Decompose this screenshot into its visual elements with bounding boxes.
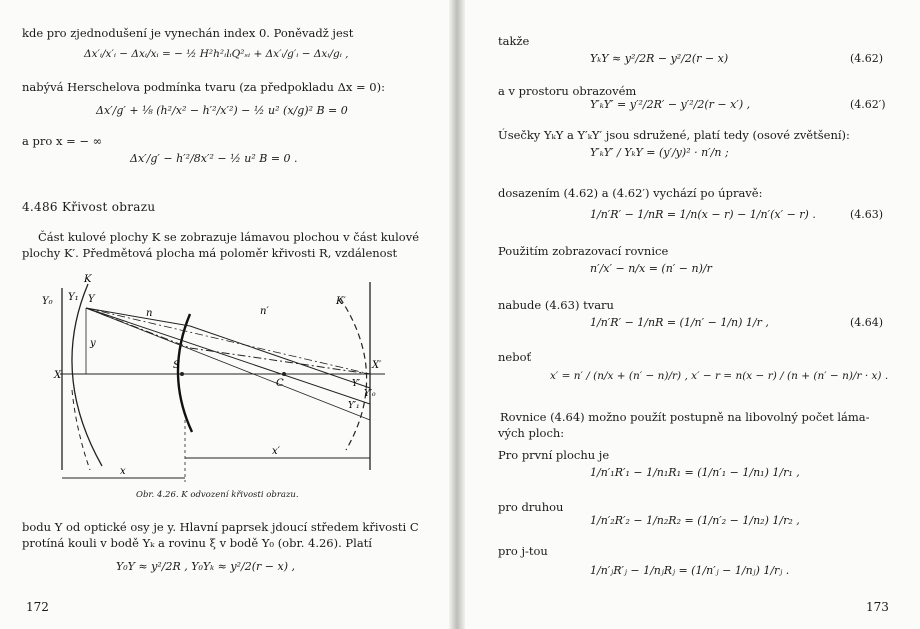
equation: 1/n′₂R′₂ − 1/n₂R₂ = (1/n′₂ − 1/n₂) 1/r₂ , — [590, 514, 800, 527]
text-line: Část kulové plochy K se zobrazuje lámavou plochou v část kulové — [38, 230, 420, 244]
text-line: Použitím zobrazovací rovnice — [498, 244, 669, 258]
equation-number: (4.62) — [850, 52, 884, 65]
label-X-prime: X′ — [372, 360, 382, 371]
text-line: pro j-tou — [498, 544, 548, 558]
text-line: plochy K′. Předmětová plocha má poloměr křivosti R, vzdálenost — [22, 246, 398, 260]
label-n: n — [146, 308, 153, 319]
text-line: takže — [498, 34, 530, 48]
text-line: dosazením (4.62) a (4.62′) vychází po úpravě: — [498, 186, 763, 200]
equation: n′/x′ − n/x = (n′ − n)/r — [590, 262, 712, 275]
label-Y: Y — [88, 294, 95, 305]
text-line: Pro první plochu je — [498, 448, 610, 462]
text-line: Rovnice (4.64) možno použít postupně na libovolný počet láma- — [500, 410, 870, 424]
equation: Δx′ᵢ/x′ᵢ − Δxᵢ/xᵢ = − ½ H²h²ᵢlᵢQ²ₛᵢ + Δx′ᵢ/g′ᵢ − Δxᵢ/gᵢ , — [84, 48, 349, 60]
text-line: bodu Y od optické osy je y. Hlavní paprsek jdoucí středem křivosti C — [22, 520, 419, 534]
figure-caption: Obr. 4.26. K odvození křivosti obrazu. — [136, 490, 299, 500]
label-x-prime: x′ — [272, 446, 280, 457]
text-line: kde pro zjednodušení je vynechán index 0. Poněvadž jest — [22, 26, 354, 40]
text-line: Úsečky YₖY a Y′ₖY′ jsou sdružené, platí tedy (osové zvětšení): — [498, 128, 850, 142]
label-Y1: Y₁ — [68, 292, 79, 303]
equation: Y₀Y ≈ y²/2R , Y₀Yₖ ≈ y²/2(r − x) , — [116, 560, 295, 573]
page-number: 172 — [26, 600, 49, 614]
equation: YₖY ≈ y²/2R − y²/2(r − x) — [590, 52, 729, 65]
text-line: nabývá Herschelova podmínka tvaru (za předpokladu Δx = 0): — [22, 80, 385, 94]
label-K-prime: K′ — [336, 296, 346, 307]
equation: 1/n′R′ − 1/nR = (1/n′ − 1/n) 1/r , — [590, 316, 769, 329]
text-line: a pro x = − ∞ — [22, 134, 103, 148]
section-heading: 4.486 Křivost obrazu — [22, 200, 156, 214]
equation: Y′ₖY′ / YₖY = (y′/y)² · n′/n ; — [590, 146, 729, 159]
label-C: C — [276, 378, 284, 389]
label-S: S — [173, 360, 180, 371]
equation-number: (4.63) — [850, 208, 884, 221]
label-x: x — [120, 466, 126, 477]
label-Y0-prime: Y′₀ — [364, 389, 376, 399]
equation-number: (4.64) — [850, 316, 884, 329]
equation: Δx′/g′ + ⅛ (h²/x² − h′²/x′²) − ½ u² (x/g)² B = 0 — [96, 104, 348, 117]
equation: Δx′/g′ − h′²/8x′² − ½ u² B = 0 . — [130, 152, 298, 165]
text-line: protíná kouli v bodě Yₖ a rovinu ξ v bodě Y₀ (obr. 4.26). Platí — [22, 536, 372, 550]
page-number: 173 — [866, 600, 889, 614]
label-Y0: Y₀ — [42, 296, 53, 307]
equation: 1/n′₁R′₁ − 1/n₁R₁ = (1/n′₁ − 1/n₁) 1/r₁ , — [590, 466, 800, 479]
figure-4-26 — [40, 270, 400, 490]
right-page — [462, 0, 920, 629]
label-K: K — [84, 274, 92, 285]
equation: 1/n′ⱼR′ⱼ − 1/nⱼRⱼ = (1/n′ⱼ − 1/nⱼ) 1/rⱼ . — [590, 564, 790, 577]
label-y: y — [90, 338, 96, 349]
text-line: neboť — [498, 350, 532, 364]
text-line: vých ploch: — [498, 426, 565, 440]
text-line: nabude (4.63) tvaru — [498, 298, 614, 312]
label-Y-prime: Y′ — [352, 379, 360, 389]
equation: x′ = n′ / (n/x + (n′ − n)/r) , x′ − r = n(x − r) / (n + (n′ − n)/r · x) . — [550, 370, 889, 382]
equation-number: (4.62′) — [850, 98, 886, 111]
left-page — [0, 0, 452, 629]
label-Y1-prime: Y′₁ — [348, 401, 360, 411]
text-line: pro druhou — [498, 500, 564, 514]
label-n-prime: n′ — [260, 306, 269, 317]
equation: 1/n′R′ − 1/nR = 1/n(x − r) − 1/n′(x′ − r) . — [590, 208, 816, 221]
label-X: X — [54, 370, 62, 381]
text-line: a v prostoru obrazovém — [498, 84, 637, 98]
equation: Y′ₖY′ = y′²/2R′ − y′²/2(r − x′) , — [590, 98, 751, 111]
